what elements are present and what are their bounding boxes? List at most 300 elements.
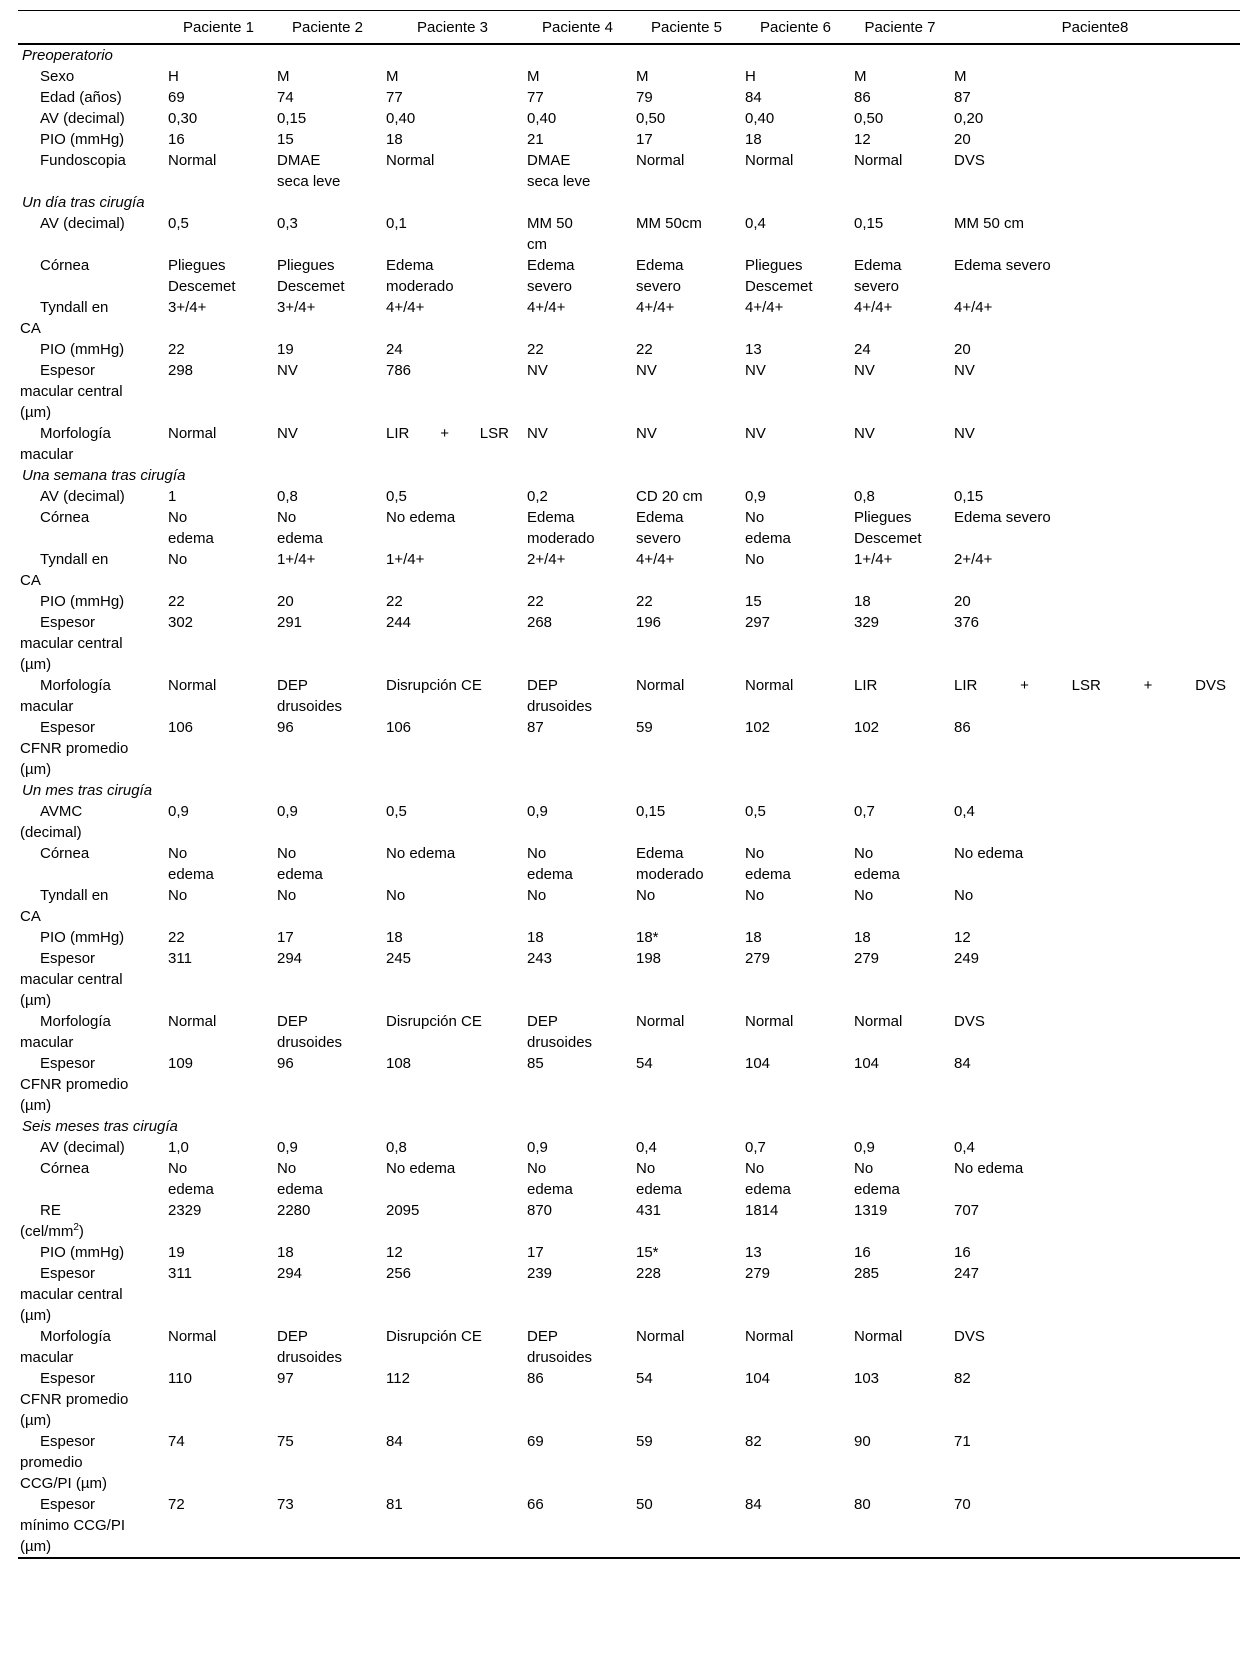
table-cell: 12 (954, 929, 971, 946)
table-cell: 376 (954, 614, 980, 631)
cell-line: Edema (386, 257, 434, 274)
row-label-line: PIO (mmHg) (40, 1244, 125, 1261)
table-cell: 22 (527, 593, 544, 610)
cell-line: edema (854, 1181, 900, 1198)
table-cell: 16 (168, 131, 185, 148)
table-cell: Normal (636, 1013, 685, 1030)
table-cell: 15 (745, 593, 762, 610)
table-cell (523, 507, 632, 549)
cell-line: edema (168, 530, 214, 547)
table-cell: 291 (277, 614, 303, 631)
table-cell: 104 (854, 1055, 880, 1072)
row-label-line: (µm) (20, 761, 52, 778)
cell-line: Edema (527, 257, 575, 274)
row-label (18, 255, 164, 297)
table-cell: Normal (745, 677, 794, 694)
table-cell: 59 (636, 1433, 653, 1450)
table-cell (523, 1326, 632, 1368)
table-cell: 18 (745, 131, 762, 148)
cell-line: No (745, 845, 765, 862)
row-label (18, 1263, 164, 1326)
table-cell: 329 (854, 614, 880, 631)
table-cell: 87 (527, 719, 544, 736)
table-cell: No (527, 887, 547, 904)
table-cell: 18 (386, 929, 403, 946)
table-row (18, 549, 1240, 591)
table-cell: 0,50 (636, 110, 666, 127)
table-cell: 243 (527, 950, 553, 967)
table-cell: 110 (168, 1370, 192, 1387)
table-cell: NV (854, 362, 875, 379)
cell-line: Descemet (277, 278, 345, 295)
table-cell: 0,8 (386, 1139, 407, 1156)
table-cell: M (954, 68, 967, 85)
table-row (18, 843, 1240, 885)
table-cell: No edema (954, 845, 1024, 862)
table-row (18, 129, 1240, 150)
table-cell: 0,5 (168, 215, 189, 232)
table-cell: No edema (386, 509, 456, 526)
table-cell: H (745, 68, 756, 85)
table-row (18, 675, 1240, 717)
table-cell: 1319 (854, 1202, 888, 1219)
table-cell: 244 (386, 614, 412, 631)
table-cell: 2280 (277, 1202, 311, 1219)
table-cell: Normal (854, 1013, 903, 1030)
table-cell: M (854, 68, 867, 85)
cell-line: drusoides (527, 1034, 593, 1051)
table-cell: 0,15 (854, 215, 884, 232)
table-cell: 0,2 (527, 488, 548, 505)
row-label (18, 843, 164, 885)
table-cell: NV (277, 362, 298, 379)
table-cell: NV (636, 425, 657, 442)
table-cell: 279 (854, 950, 880, 967)
row-label-line: promedio (20, 1454, 83, 1471)
cell-line: drusoides (277, 698, 343, 715)
table-cell: 77 (527, 89, 544, 106)
table-cell (523, 1011, 632, 1053)
table-cell: 15 (277, 131, 294, 148)
table-cell (382, 255, 523, 297)
row-label-line: RE (40, 1202, 61, 1219)
cell-line: DEP (527, 677, 558, 694)
cell-line: No (636, 1160, 656, 1177)
table-cell: DVS (954, 1013, 985, 1030)
section-row (18, 192, 1240, 213)
row-label (18, 1158, 164, 1200)
table-cell: 71 (954, 1433, 971, 1450)
header-cell: Paciente 5 (632, 11, 741, 45)
table-cell (741, 255, 850, 297)
row-label-line: Tyndall en (40, 887, 109, 904)
table-cell: 0,40 (745, 110, 775, 127)
table-cell (950, 675, 1240, 717)
header-cell: Paciente 1 (164, 11, 273, 45)
header-cell: Paciente8 (950, 11, 1240, 45)
table-row (18, 423, 1240, 465)
cell-line: severo (527, 278, 573, 295)
table-cell: 198 (636, 950, 662, 967)
cell-line: Edema (527, 509, 575, 526)
row-label-line: CA (20, 572, 41, 589)
table-cell: 59 (636, 719, 653, 736)
table-cell (273, 150, 382, 192)
table-cell: No edema (954, 1160, 1024, 1177)
table-cell: 104 (745, 1370, 771, 1387)
table-row (18, 66, 1240, 87)
table-cell: 3+/4+ (277, 299, 316, 316)
table-cell: 79 (636, 89, 653, 106)
cell-line: moderado (386, 278, 454, 295)
table-cell: 870 (527, 1202, 553, 1219)
table-cell: 20 (954, 131, 971, 148)
cell-line: edema (745, 530, 791, 547)
row-label-line: AV (decimal) (40, 1139, 125, 1156)
table-cell (523, 213, 632, 255)
table-cell: No (168, 887, 188, 904)
row-label-line: CCG/PI (µm) (20, 1475, 107, 1492)
table-cell: 74 (277, 89, 294, 106)
table-cell (632, 507, 741, 549)
table-cell: 66 (527, 1496, 544, 1513)
table-cell: M (386, 68, 399, 85)
cell-line: Pliegues (854, 509, 912, 526)
table-cell: Normal (386, 152, 435, 169)
table-cell: 4+/4+ (636, 299, 675, 316)
table-cell: 0,9 (277, 1139, 298, 1156)
table-row (18, 1137, 1240, 1158)
table-cell: 103 (854, 1370, 880, 1387)
table-row (18, 108, 1240, 129)
table-cell: No (277, 887, 297, 904)
spread-text: LIR + LSR + DVS (954, 677, 1226, 694)
header-cell: Paciente 6 (741, 11, 850, 45)
cell-line: Descemet (745, 278, 813, 295)
table-cell: 0,4 (954, 1139, 975, 1156)
table-cell: 21 (527, 131, 544, 148)
row-label-line: Fundoscopia (40, 152, 126, 169)
table-cell: 17 (277, 929, 294, 946)
row-label (18, 1011, 164, 1053)
table-cell (273, 255, 382, 297)
row-label-line: Morfología (40, 677, 111, 694)
row-label (18, 885, 164, 927)
cell-line: Edema (636, 509, 684, 526)
table-cell: NV (745, 362, 766, 379)
table-cell: 4+/4+ (386, 299, 425, 316)
cell-line: drusoides (527, 698, 593, 715)
table-cell: 20 (277, 593, 294, 610)
row-label-line: Espesor (40, 950, 96, 967)
table-cell: 19 (168, 1244, 185, 1261)
row-label (18, 927, 164, 948)
row-label-line: Córnea (40, 845, 90, 862)
row-label-line: (µm) (20, 1412, 52, 1429)
table-cell: 90 (854, 1433, 871, 1450)
table-row (18, 612, 1240, 675)
table-cell: 0,5 (386, 803, 407, 820)
table-cell: 4+/4+ (854, 299, 893, 316)
table-cell: 13 (745, 341, 762, 358)
table-cell: Normal (168, 152, 217, 169)
row-label-tail: ) (78, 1223, 84, 1240)
table-cell: 86 (954, 719, 971, 736)
table-cell (523, 843, 632, 885)
table-cell: No (386, 887, 406, 904)
table-row (18, 213, 1240, 255)
table-cell: NV (527, 362, 548, 379)
table-cell: 707 (954, 1202, 980, 1219)
table-cell: NV (636, 362, 657, 379)
table-cell (523, 255, 632, 297)
table-cell: 96 (277, 719, 294, 736)
table-row (18, 339, 1240, 360)
row-label-line: AV (decimal) (40, 215, 125, 232)
table-cell: Normal (636, 152, 685, 169)
table-cell: 0,9 (168, 803, 189, 820)
row-label (18, 507, 164, 549)
table-cell: No edema (386, 1160, 456, 1177)
table-cell (632, 255, 741, 297)
table-cell: 22 (636, 341, 653, 358)
row-label-line: Tyndall en (40, 299, 109, 316)
table-row (18, 1263, 1240, 1326)
row-label (18, 339, 164, 360)
row-label-line: CFNR promedio (20, 740, 129, 757)
table-cell: 16 (854, 1244, 871, 1261)
table-row (18, 801, 1240, 843)
row-label-line: (µm) (20, 404, 52, 421)
table-cell: 102 (745, 719, 771, 736)
table-cell: Normal (168, 677, 217, 694)
table-cell: MM 50cm (636, 215, 702, 232)
table-cell: 84 (954, 1055, 971, 1072)
table-cell: 18 (386, 131, 403, 148)
table-cell (850, 255, 950, 297)
table-cell: 106 (386, 719, 412, 736)
cell-line: Edema (636, 845, 684, 862)
cell-line: No (527, 845, 547, 862)
table-cell: 70 (954, 1496, 971, 1513)
table-cell (273, 1011, 382, 1053)
table-cell: No (168, 551, 188, 568)
table-cell: 0,5 (386, 488, 407, 505)
cell-line: edema (277, 530, 323, 547)
row-label-line: PIO (mmHg) (40, 131, 125, 148)
table-cell: Normal (168, 425, 217, 442)
table-row (18, 486, 1240, 507)
table-cell: 285 (854, 1265, 880, 1282)
table-row (18, 1368, 1240, 1431)
table-cell: 22 (527, 341, 544, 358)
table-cell (273, 843, 382, 885)
section-title: Un mes tras cirugía (22, 782, 153, 799)
table-cell: 0,4 (636, 1139, 657, 1156)
cell-line: Descemet (854, 530, 922, 547)
table-cell: 82 (745, 1433, 762, 1450)
table-row (18, 948, 1240, 1011)
table-row (18, 297, 1240, 339)
table-cell: 4+/4+ (745, 299, 784, 316)
table-row (18, 507, 1240, 549)
table-cell (273, 1326, 382, 1368)
cell-line: No (168, 1160, 188, 1177)
table-row (18, 591, 1240, 612)
table-cell: 0,30 (168, 110, 198, 127)
row-label (18, 1242, 164, 1263)
row-label (18, 66, 164, 87)
row-label-line: Tyndall en (40, 551, 109, 568)
table-cell: 228 (636, 1265, 662, 1282)
cell-line: edema (168, 866, 214, 883)
table-cell: 0,9 (745, 488, 766, 505)
row-label (18, 1326, 164, 1368)
table-cell (850, 507, 950, 549)
cell-line: No (277, 845, 297, 862)
table-cell: Edema severo (954, 509, 1051, 526)
table-cell: 0,3 (277, 215, 298, 232)
cell-line: MM 50 (527, 215, 573, 232)
table-cell (850, 843, 950, 885)
table-cell: 97 (277, 1370, 294, 1387)
table-row (18, 885, 1240, 927)
table-cell: 0,7 (854, 803, 875, 820)
row-label (18, 87, 164, 108)
table-cell (273, 1158, 382, 1200)
table-row (18, 1011, 1240, 1053)
table-cell: 12 (386, 1244, 403, 1261)
table-cell (164, 255, 273, 297)
table-cell: 4+/4+ (636, 551, 675, 568)
cell-line: DEP (277, 677, 308, 694)
section-row (18, 465, 1240, 486)
table-cell: 0,9 (277, 803, 298, 820)
table-cell: 20 (954, 593, 971, 610)
table-cell: 18 (854, 929, 871, 946)
table-cell: No (745, 551, 765, 568)
row-label (18, 1431, 164, 1494)
table-cell: 256 (386, 1265, 412, 1282)
superscript: 2 (73, 1222, 79, 1233)
table-cell (164, 1158, 273, 1200)
cell-line: edema (745, 1181, 791, 1198)
cell-line: No (527, 1160, 547, 1177)
cell-line: Edema (636, 257, 684, 274)
table-cell: 84 (745, 89, 762, 106)
cell-line: edema (636, 1181, 682, 1198)
table-cell: 311 (168, 1265, 192, 1282)
row-label-line: AV (decimal) (40, 110, 125, 127)
row-label-line: Córnea (40, 509, 90, 526)
table-cell: 786 (386, 362, 412, 379)
table-cell: 1,0 (168, 1139, 189, 1156)
cell-line: DMAE (277, 152, 321, 169)
table-cell: 4+/4+ (527, 299, 566, 316)
table-cell (850, 1158, 950, 1200)
table-cell: 24 (386, 341, 403, 358)
table-cell: 75 (277, 1433, 294, 1450)
row-label-line: Morfología (40, 425, 111, 442)
table-cell: 0,5 (745, 803, 766, 820)
table-cell (741, 507, 850, 549)
table-cell: LIR (854, 677, 878, 694)
table-cell (632, 843, 741, 885)
cell-line: Edema (854, 257, 902, 274)
row-label (18, 675, 164, 717)
table-cell: 96 (277, 1055, 294, 1072)
table-cell: Normal (168, 1328, 217, 1345)
table-cell: 249 (954, 950, 980, 967)
table-cell (523, 150, 632, 192)
header-cell: Paciente 3 (382, 11, 523, 45)
table-cell: 86 (527, 1370, 544, 1387)
table-cell: Normal (745, 152, 794, 169)
table-cell (273, 507, 382, 549)
cell-line: DEP (527, 1013, 558, 1030)
table-cell: 106 (168, 719, 194, 736)
row-label (18, 1494, 164, 1558)
table-cell: 54 (636, 1055, 653, 1072)
row-label-line: CA (20, 320, 41, 337)
table-cell: 73 (277, 1496, 294, 1513)
table-row (18, 927, 1240, 948)
table-cell: 81 (386, 1496, 403, 1513)
row-label-line: CFNR promedio (20, 1391, 129, 1408)
table-cell: Normal (168, 1013, 217, 1030)
table-row (18, 1053, 1240, 1116)
cell-line: drusoides (277, 1349, 343, 1366)
table-cell: 268 (527, 614, 553, 631)
header-cell: Paciente 4 (523, 11, 632, 45)
table-cell (741, 843, 850, 885)
table-cell: Edema severo (954, 257, 1051, 274)
table-cell: 302 (168, 614, 194, 631)
table-row (18, 1242, 1240, 1263)
row-label-line: Espesor (40, 1055, 96, 1072)
cell-line: No (854, 1160, 874, 1177)
row-label (18, 1368, 164, 1431)
row-label-line: Espesor (40, 614, 96, 631)
cell-line: severo (854, 278, 900, 295)
table-cell: 72 (168, 1496, 185, 1513)
cell-line: seca leve (527, 173, 591, 190)
cell-line: Pliegues (277, 257, 335, 274)
cell-line: drusoides (527, 1349, 593, 1366)
table-cell: NV (745, 425, 766, 442)
table-cell (164, 843, 273, 885)
row-label-line: Morfología (40, 1013, 111, 1030)
table-cell: 18 (745, 929, 762, 946)
table-cell: No (636, 887, 656, 904)
table-cell: Disrupción CE (386, 1328, 482, 1345)
table-cell: 69 (527, 1433, 544, 1450)
table-cell: 311 (168, 950, 192, 967)
row-label-line: Córnea (40, 1160, 90, 1177)
table-cell: 50 (636, 1496, 653, 1513)
table-cell: 22 (168, 929, 185, 946)
row-label (18, 1053, 164, 1116)
table-cell: No (954, 887, 974, 904)
row-label (18, 717, 164, 780)
table-cell: Normal (745, 1328, 794, 1345)
row-label (18, 213, 164, 255)
row-label-line: macular central (20, 1286, 123, 1303)
table-cell: 22 (168, 341, 185, 358)
table-cell: 18 (277, 1244, 294, 1261)
table-cell: 74 (168, 1433, 185, 1450)
spread-text: LIR + LSR (386, 425, 509, 442)
